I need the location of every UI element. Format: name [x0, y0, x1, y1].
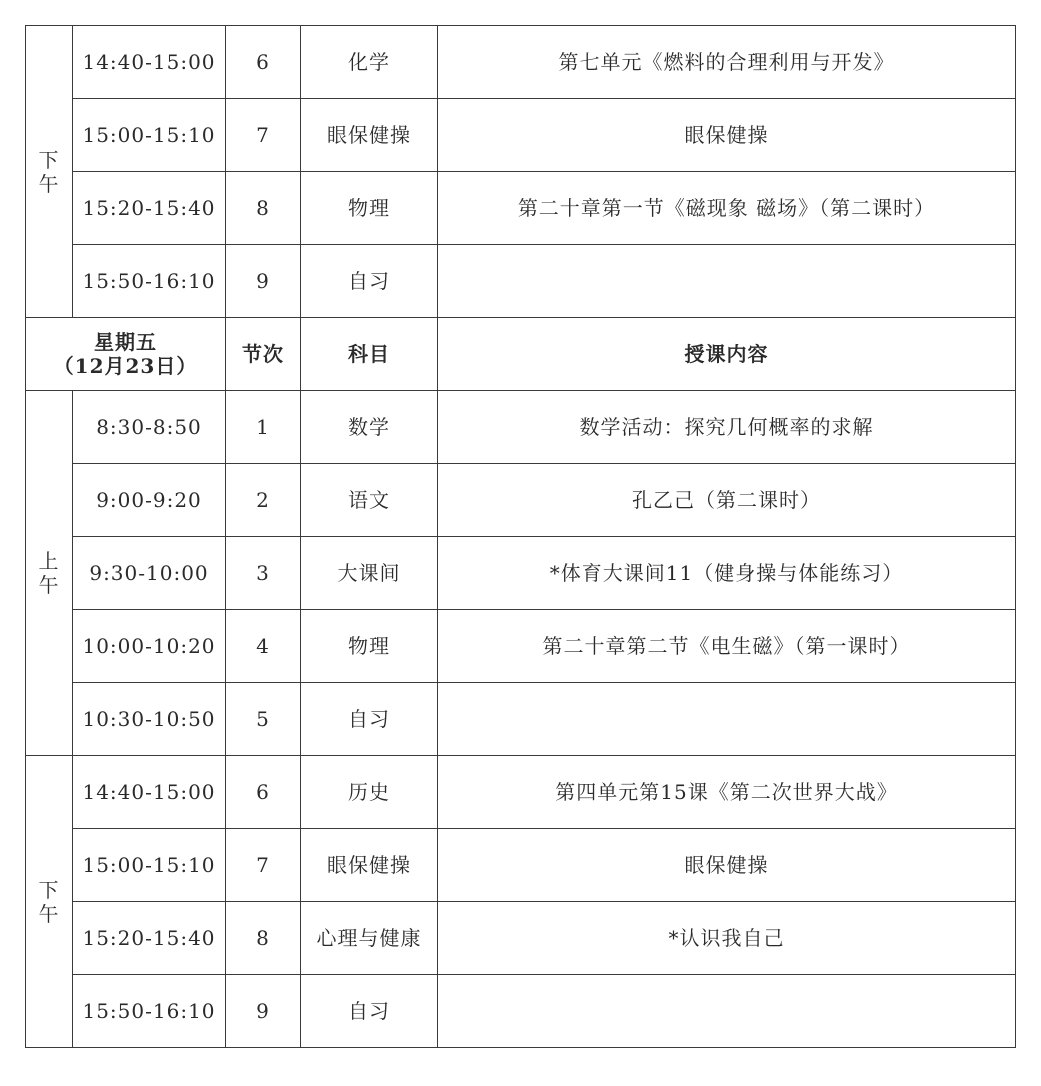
subject-cell: 大课间: [301, 537, 438, 610]
time-cell: 14:40-15:00: [73, 26, 226, 99]
subject-cell: 物理: [301, 610, 438, 683]
lesson-number-cell: 8: [226, 172, 301, 245]
table-row: [26, 99, 1016, 172]
content-cell: 第二十章第二节《电生磁》（第一课时）: [438, 610, 1016, 683]
lesson-number-cell: 5: [226, 683, 301, 756]
day-name: 星期五: [94, 330, 157, 354]
subject-cell: 数学: [301, 391, 438, 464]
table-row: [26, 464, 1016, 537]
subject-cell: 心理与健康: [301, 902, 438, 975]
table-row: [26, 391, 1016, 464]
content-cell: 眼保健操: [438, 829, 1016, 902]
table-header-row: [26, 318, 1016, 391]
subject-cell: 化学: [301, 26, 438, 99]
content-cell: 眼保健操: [438, 99, 1016, 172]
lesson-number-cell: 9: [226, 245, 301, 318]
time-cell: 15:20-15:40: [73, 902, 226, 975]
content-cell: 第七单元《燃料的合理利用与开发》: [438, 26, 1016, 99]
lesson-number-cell: 6: [226, 756, 301, 829]
lesson-number-cell: 4: [226, 610, 301, 683]
subject-cell: 自习: [301, 683, 438, 756]
table-row: [26, 756, 1016, 829]
day-header: [26, 318, 226, 391]
lesson-number-cell: 6: [226, 26, 301, 99]
content-cell: 第二十章第一节《磁现象 磁场》（第二课时）: [438, 172, 1016, 245]
time-cell: 15:50-16:10: [73, 975, 226, 1048]
lesson-number-cell: 7: [226, 829, 301, 902]
lesson-number-cell: 8: [226, 902, 301, 975]
time-cell: 15:00-15:10: [73, 829, 226, 902]
time-cell: 10:00-10:20: [73, 610, 226, 683]
content-cell: 数学活动：探究几何概率的求解: [438, 391, 1016, 464]
table-row: [26, 245, 1016, 318]
lesson-number-cell: 7: [226, 99, 301, 172]
subject-header: 科目: [301, 318, 438, 391]
content-header: 授课内容: [438, 318, 1016, 391]
subject-cell: 自习: [301, 245, 438, 318]
content-cell: 第四单元第15课《第二次世界大战》: [438, 756, 1016, 829]
lesson-number-cell: 9: [226, 975, 301, 1048]
lesson-number-cell: 1: [226, 391, 301, 464]
subject-cell: 物理: [301, 172, 438, 245]
time-cell: 9:00-9:20: [73, 464, 226, 537]
content-cell: [438, 683, 1016, 756]
time-cell: 10:30-10:50: [73, 683, 226, 756]
subject-cell: 自习: [301, 975, 438, 1048]
table-row: [26, 26, 1016, 99]
content-cell: 孔乙己（第二课时）: [438, 464, 1016, 537]
table-row: [26, 610, 1016, 683]
table-row: [26, 172, 1016, 245]
time-cell: 8:30-8:50: [73, 391, 226, 464]
schedule-table: [25, 25, 1016, 1048]
day-date: （12月23日）: [53, 354, 198, 378]
period-label-afternoon: 下 午: [26, 756, 73, 1048]
lesson-number-cell: 3: [226, 537, 301, 610]
content-cell: *体育大课间11（健身操与体能练习）: [438, 537, 1016, 610]
subject-cell: 语文: [301, 464, 438, 537]
lesson-number-cell: 2: [226, 464, 301, 537]
period-label-afternoon: 下 午: [26, 26, 73, 318]
time-cell: 9:30-10:00: [73, 537, 226, 610]
time-cell: 15:00-15:10: [73, 99, 226, 172]
subject-cell: 历史: [301, 756, 438, 829]
time-cell: 14:40-15:00: [73, 756, 226, 829]
time-cell: 15:20-15:40: [73, 172, 226, 245]
time-cell: 15:50-16:10: [73, 245, 226, 318]
table-row: [26, 537, 1016, 610]
subject-cell: 眼保健操: [301, 99, 438, 172]
content-cell: *认识我自己: [438, 902, 1016, 975]
content-cell: [438, 975, 1016, 1048]
content-cell: [438, 245, 1016, 318]
lesson-number-header: 节次: [226, 318, 301, 391]
table-row: [26, 829, 1016, 902]
period-label-morning: 上 午: [26, 391, 73, 756]
subject-cell: 眼保健操: [301, 829, 438, 902]
table-row: [26, 683, 1016, 756]
table-row: [26, 975, 1016, 1048]
table-row: [26, 902, 1016, 975]
